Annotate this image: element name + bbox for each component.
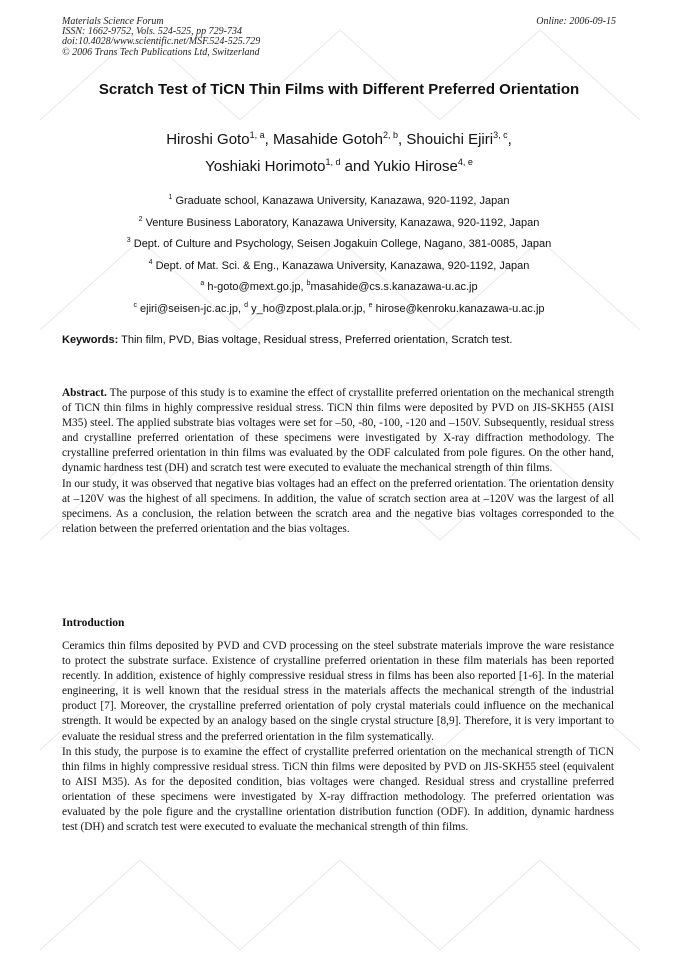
author-sup: 1, a [249, 130, 265, 140]
author-sup: 4, e [457, 157, 473, 167]
affiliation-line: $^4$ Dept. of Mat. Sci. & Eng., Kanazawa University, Kanazawa, 920-1192, Japan [148, 258, 530, 272]
keywords-label: Keywords: [62, 334, 119, 346]
email-link[interactable]: y_ho@zpost.plala.or.jp, [251, 302, 366, 315]
affiliation-line: $^3$ Dept. of Culture and Psychology, Seisen Jogakuin College, Nagano, 381-0085, Japan [126, 237, 552, 250]
author-name: Shouichi Ejiri [406, 131, 494, 148]
introduction-paragraph: In this study, the purpose is to examine the effect of crystallite preferred orientation on the mechanical strength of TiCN thin films in highly compressive residual stress. TiCN thin films were deposited by PVD on JIS-SKH55 steel (equivalent to AISI M35). As for the deposited condition, bias voltages were changed. Residual stress and crystalline preferred orientation of these specimens were investigated by X-ray diffraction methodology. The preferred orientation was evaluated by the pole figure and the crystalline orientation distribution function (ODF). In addition, dynamic hardness test (DH) and scratch test were executed to evaluate the mechanical strength of thin films. [62, 745, 614, 834]
journal-header [62, 17, 616, 58]
author-name: Yoshiaki Horimoto [205, 158, 326, 175]
author-and: and [344, 158, 370, 175]
abstract-section [62, 386, 614, 537]
abstract-paragraph: Abstract. The purpose of this study is to examine the effect of crystallite preferred orientation on the mechanical strength of TiCN thin films in highly compressive residual stress. TiCN thin films were deposited by PVD on JIS-SKH55 (AISI M35) steel. The applied substrate bias voltages were set for –50, -80, -100, -120 and –150V. Subsequently, residual stress and crystalline preferred orientation of these specimens were investigated by X-ray diffraction methodology. The crystalline preferred orientation in thin films was evaluated by the ODF calculated from pole figures. On the other hand, dynamic hardness test (DH) and scratch test were executed to evaluate the mechanical strength of thin films. [62, 387, 614, 475]
author-sup: 2, b [383, 130, 399, 140]
email-line: $^c$ ejiri@seisen-jc.ac.jp, $^d$ y_ho@zpost.plala.or.jp, $^e$ hirose@kenroku.kanazawa-u.ac.jp [133, 301, 545, 315]
keywords [62, 334, 622, 346]
author-name: Masahide Gotoh [272, 131, 384, 148]
abstract-paragraph: In our study, it was observed that negative bias voltages had an effect on the preferred orientation. The orientation density at –120V was the highest of all specimens. In addition, the value of scratch section area at –120V was the largest of all specimens. As a conclusion, the relation between the scratch area and the negative bias voltages corresponded to the relation between the preferred orientation and the bias voltages. [62, 477, 614, 535]
affiliation-list [0, 191, 678, 320]
email-link[interactable]: ejiri@seisen-jc.ac.jp, [140, 302, 242, 315]
author-list [0, 126, 678, 180]
affiliation-line: $^2$ Venture Business Laboratory, Kanazawa University, Kanazawa, 920-1192, Japan [138, 215, 540, 229]
journal-name: Materials Science Forum [62, 16, 164, 27]
introduction-paragraph: Ceramics thin films deposited by PVD and CVD processing on the steel substrate materials improve the ware resistance to protect the substrate surface. Existence of crystalline preferred orientation in these film materials has been reported recently. In addition, existence of highly compressive residual stress in films has been also reported [1-6]. In the material engineering, it is well known that the residual stress in the materials affects the mechanical strength of the industrial product [7]. Moreover, the crystalline preferred orientation of poly crystal materials could influence on the mechanical strength. It would be expected by an analogy based on the single crystal structure [8,9]. Therefore, it is very important to evaluate the residual stress and the preferred orientation in the film systematically. [62, 640, 614, 743]
introduction-section [62, 639, 614, 835]
author-sup: 3, c [493, 130, 508, 140]
author-line-1: Hiroshi Goto$^{1, a}$, Masahide Gotoh$^{2, b}$, Shouichi Ejiri$^{3, c}$, [166, 130, 512, 148]
author-name: Yukio Hirose [373, 158, 458, 175]
keywords-text: Thin film, PVD, Bias voltage, Residual stress, Preferred orientation, Scratch test. [121, 334, 513, 346]
issn-line: ISSN: 1662-9752, Vols. 524-525, pp 729-734 [62, 26, 242, 38]
author-name: Hiroshi Goto [166, 131, 250, 148]
section-heading-introduction: Introduction [62, 617, 125, 629]
author-line-2 [0, 153, 678, 180]
affiliation-line: $^1$ Graduate school, Kanazawa University, Kanazawa, 920-1192, Japan [168, 194, 510, 207]
doi-line: doi:10.4028/www.scientific.net/MSF.524-525.729 [62, 36, 261, 48]
email-link[interactable]: hirose@kenroku.kanazawa-u.ac.jp [375, 302, 545, 315]
copyright-line: © 2006 Trans Tech Publications Ltd, Switzerland [62, 46, 260, 58]
email-link[interactable]: masahide@cs.s.kanazawa-u.ac.jp [310, 281, 478, 293]
paper-title: Scratch Test of TiCN Thin Films with Different Preferred Orientation [98, 81, 580, 98]
author-sup: 1, d [325, 157, 341, 167]
online-date: Online: 2006-09-15 [536, 16, 616, 27]
abstract-label: Abstract. [62, 387, 107, 399]
email-line: $^a$ h-goto@mext.go.jp, $^b$masahide@cs.s.kanazawa-u.ac.jp [200, 280, 478, 293]
email-link[interactable]: h-goto@mext.go.jp, [207, 281, 304, 293]
